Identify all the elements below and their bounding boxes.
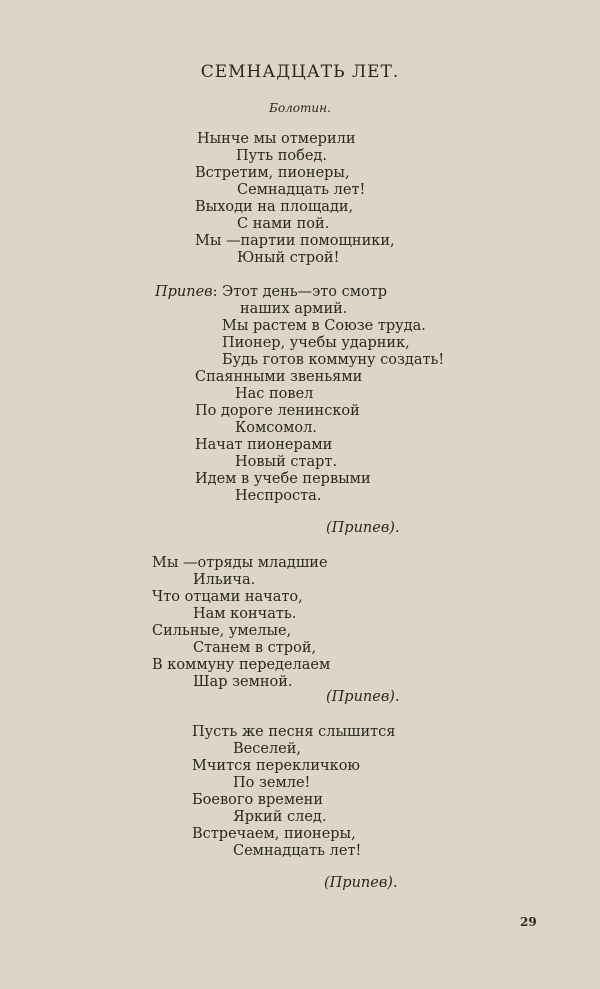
refrain-reference: (Припев). <box>326 520 400 536</box>
poem-line: Семнадцать лет! <box>237 182 366 198</box>
poem-line: Яркий след. <box>233 809 327 825</box>
refrain-text: : Этот день—это смотр <box>212 284 388 300</box>
poem-title: СЕМНАДЦАТЬ ЛЕТ. <box>200 62 400 82</box>
poem-line: Комсомол. <box>235 420 317 436</box>
refrain-line: Будь готов коммуну создать! <box>222 352 445 368</box>
poem-line: Семнадцать лет! <box>233 843 362 859</box>
poem-line: Сильные, умелые, <box>152 623 292 639</box>
poem-author: Болотин. <box>269 101 331 115</box>
refrain-label: Припев <box>155 284 213 300</box>
poem-line: Что отцами начато, <box>152 589 303 605</box>
poem-line: Нынче мы отмерили <box>197 131 356 147</box>
refrain-reference: (Припев). <box>326 689 400 705</box>
refrain-first-line <box>155 284 387 301</box>
poem-line: Ильича. <box>193 572 256 588</box>
poem-line: Неспроста. <box>235 488 322 504</box>
poem-line: Путь побед. <box>236 148 327 164</box>
poem-line: Мы —партии помощники, <box>195 233 395 249</box>
poem-line: Боевого времени <box>192 792 324 808</box>
poem-line: Новый старт. <box>235 454 338 470</box>
poem-line: Нас повел <box>235 386 314 402</box>
poem-line: Встретим, пионеры, <box>195 165 350 181</box>
poem-line: С нами пой. <box>237 216 330 232</box>
poem-line: Нам кончать. <box>193 606 297 622</box>
poem-line: Пусть же песня слышится <box>192 724 396 740</box>
poem-line: Спаянными звеньями <box>195 369 363 385</box>
poem-line: Начат пионерами <box>195 437 333 453</box>
poem-line: Мчится перекличкою <box>192 758 361 774</box>
poem-line: Идем в учебе первыми <box>195 471 371 487</box>
poem-line: Веселей, <box>233 741 302 757</box>
poem-line: Выходи на площади, <box>195 199 354 215</box>
refrain-line: наших армий. <box>240 301 348 317</box>
poem-line: В коммуну переделаем <box>152 657 331 673</box>
refrain-line: Мы растем в Союзе труда. <box>222 318 426 334</box>
poem-line: Мы —отряды младшие <box>152 555 328 571</box>
page-number: 29 <box>520 915 537 929</box>
refrain-reference: (Припев). <box>324 875 398 891</box>
poem-line: Станем в строй, <box>193 640 317 656</box>
poem-line: По дороге ленинской <box>195 403 360 419</box>
poem-line: Встречаем, пионеры, <box>192 826 356 842</box>
poem-line: По земле! <box>233 775 311 791</box>
refrain-line: Пионер, учебы ударник, <box>222 335 410 351</box>
poem-line: Шар земной. <box>193 674 293 690</box>
poem-line: Юный строй! <box>237 250 340 266</box>
